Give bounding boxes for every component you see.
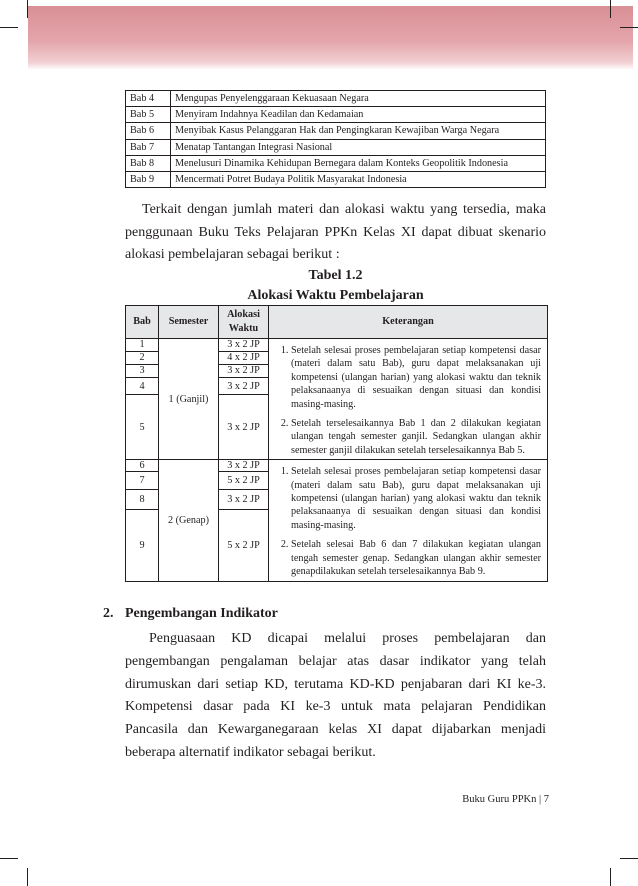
crop-mark xyxy=(27,868,28,886)
intro-paragraph: Terkait dengan jumlah materi dan alokasi waktu yang tersedia, maka penggunaan Buku Teks Pelajaran PPKn Kelas XI dapat dibuat skenario alokasi pembelajaran sebagai berikut : xyxy=(125,202,546,262)
table-row: 6 2 (Genap) 3 x 2 JP 1. Setelah selesai proses pembelajaran setiap kompetensi dasar (materi dalam satu Bab), guru dapat melaksanakan uji kompetensi (ulangan harian) yang alokasi waktu dan teknik pelaksanaanya di sesuaikan dengan situasi dan kondisi masing-masing. 2. Setelah selesai Bab 6 dan 7 dilakukan kegiatan ulangan tengah semester genap. Sedangkan ulangan akhir semester genapdilakukan setelah terselesaikannya Bab 9. xyxy=(126,460,548,472)
crop-mark xyxy=(610,0,611,18)
table-row: 7 5 x 2 JP xyxy=(126,472,548,490)
table-caption: Tabel 1.2 xyxy=(308,268,363,283)
table-row: 9 5 x 2 JP xyxy=(126,510,548,582)
table-row: Bab 8 Menelusuri Dinamika Kehidupan Bernegara dalam Konteks Geopolitik Indonesia xyxy=(126,155,546,171)
table-row: Bab 4 Mengupas Penyelenggaraan Kekuasaan Negara xyxy=(126,91,546,107)
header-alokasi: Alokasi Waktu xyxy=(219,306,269,339)
note-item: 1. Setelah selesai proses pembelajaran setiap kompetensi dasar (materi dalam satu Bab), guru dapat melaksanakan uji kompetensi (ulangan harian) yang alokasi waktu dan teknik pelaksanaanya di sesuaikan dengan situasi dan kondisi masing-masing. xyxy=(291,465,541,532)
table-row: Bab 7 Menatap Tantangan Integrasi Nasional xyxy=(126,139,546,155)
semester-genap: 2 (Genap) xyxy=(159,460,219,582)
table-row: 2 4 x 2 JP xyxy=(126,351,548,364)
section-heading: Pengembangan Indikator xyxy=(125,606,278,621)
crop-mark xyxy=(0,27,18,28)
crop-mark xyxy=(27,0,28,18)
header-semester: Semester xyxy=(159,306,219,339)
table-title: Alokasi Waktu Pembelajaran xyxy=(247,288,424,303)
table-row: Bab 5 Menyiram Indahnya Keadilan dan Kedamaian xyxy=(126,107,546,123)
crop-mark xyxy=(0,858,18,859)
note-item: 2. Setelah terselesaikannya Bab 1 dan 2 dilakukan kegiatan ulangan tengah semester ganjil. Sedangkan ulangan akhir semester ganjil dilakukan setelah terselesaikannya Bab 5. xyxy=(291,417,541,457)
table-row: 3 3 x 2 JP xyxy=(126,364,548,377)
table-row: Bab 6 Menyibak Kasus Pelanggaran Hak dan Pengingkaran Kewajiban Warga Negara xyxy=(126,123,546,139)
semester-ganjil: 1 (Ganjil) xyxy=(159,339,219,460)
header-bab: Bab xyxy=(126,306,159,339)
section-number: 2. xyxy=(103,606,114,621)
crop-mark xyxy=(610,868,611,886)
table-row: 1 1 (Ganjil) 3 x 2 JP 1. Setelah selesai proses pembelajaran setiap kompetensi dasar (materi dalam satu Bab), guru dapat melaksanakan uji kompetensi (ulangan harian) yang alokasi waktu dan teknik pelaksanaanya di sesuaikan dengan situasi dan kondisi masing-masing. 2. Setelah terselesaikannya Bab 1 dan 2 dilakukan kegiatan ulangan tengah semester ganjil. Sedangkan ulangan akhir semester ganjil dilakukan setelah terselesaikannya Bab 5. xyxy=(126,339,548,352)
header-band xyxy=(28,6,633,70)
page-footer: Buku Guru PPKn | 7 xyxy=(462,794,549,805)
table-row: Bab 9 Mencermati Potret Budaya Politik Masyarakat Indonesia xyxy=(126,171,546,187)
table-row: 5 3 x 2 JP xyxy=(126,395,548,460)
note-item: 2. Setelah selesai Bab 6 dan 7 dilakukan kegiatan ulangan tengah semester genap. Sedangkan ulangan akhir semester genapdilakukan setelah terselesaikannya Bab 9. xyxy=(291,538,541,578)
allocation-table xyxy=(125,305,548,582)
section-paragraph: Penguasaan KD dicapai melalui proses pembelajaran dan pengembangan pengalaman belajar atas dasar indikator yang telah dirumuskan dari setiap KD, terutama KD-KD penjabaran dari KI ke-3. Kompetensi dasar pada KI ke-3 untuk mata pelajaran Pendidikan Pancasila dan Kewarganegaraan kelas XI dapat dijabarkan menjadi beberapa alternatif indikator sebagai berikut. xyxy=(125,631,546,760)
keterangan-genap xyxy=(269,460,548,582)
crop-mark xyxy=(620,858,638,859)
chapter-list-table xyxy=(125,90,546,188)
note-item: 1. Setelah selesai proses pembelajaran setiap kompetensi dasar (materi dalam satu Bab), guru dapat melaksanakan uji kompetensi (ulangan harian) yang alokasi waktu dan teknik pelaksanaanya di sesuaikan dengan situasi dan kondisi masing-masing. xyxy=(291,344,541,411)
table-header-row xyxy=(126,306,548,339)
table-row: 8 3 x 2 JP xyxy=(126,490,548,510)
table-row: 4 3 x 2 JP xyxy=(126,377,548,394)
header-keterangan: Keterangan xyxy=(269,306,548,339)
crop-mark xyxy=(620,27,638,28)
keterangan-ganjil xyxy=(269,339,548,460)
